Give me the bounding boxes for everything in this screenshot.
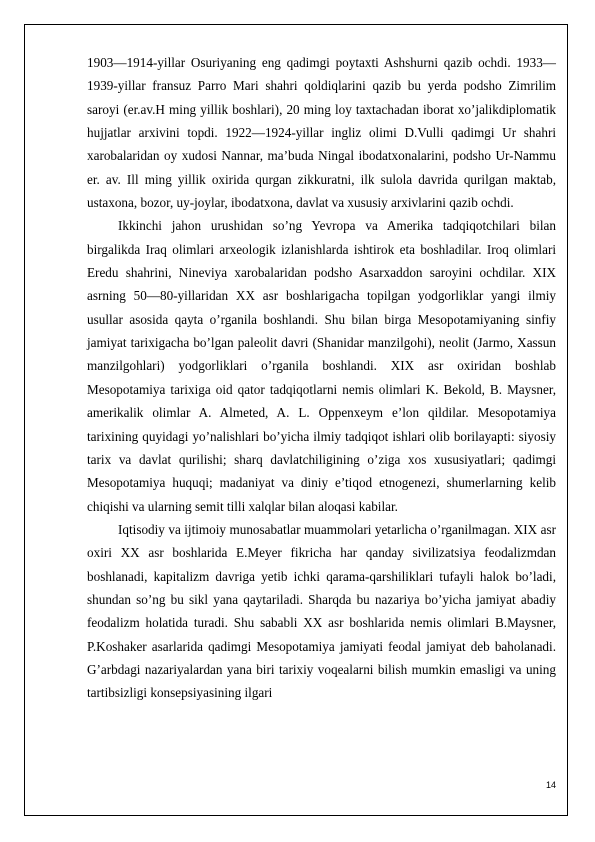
page-number: 14 [545, 780, 556, 790]
body-text [87, 51, 556, 705]
paragraph-economic-relations: Iqtisodiy va ijtimoiy munosabatlar muammolari yetarlicha o’rganilmagan. XIX asr oxiri XX asr boshlarida E.Meyer fikricha har qanday sivilizatsiya feodalizmdan boshlanadi, kapitalizm davriga yetib ichki qarama-qarshiliklari tufayli halok bo’ladi, shundan so’ng bu sikl yana qaytariladi. Sharqda bu nazariya bo’yicha jamiyat abadiy feodalizm holatida turadi. Shu sababli XX asr boshlarida nemis olimlari B.Maysner, P.Koshaker asarlarida qadimgi Mesopotamiya jamiyati feodal jamiyat deb baholanadi. G’arbdagi nazariyalardan yana biri tarixiy voqealarni bilish mumkin emasligi va uning tartibsizligi konsepsiyasining ilgari [87, 521, 556, 701]
paragraph-continuation: 1903—1914-yillar Osuriyaning eng qadimgi poytaxti Ashshurni qazib ochdi. 1933—1939-yillar fransuz Parro Mari shahri qoldiqlarini qazib bu yerda podsho Zimrilim saroyi (er.av.H ming yillik boshlari), 20 ming loy taxtachadan iborat xo’jalikdiplomatik hujjatlar arxivini topdi. 1922—1924-yillar ingliz olimi D.Vulli qadimgi Ur shahri xarobalaridan oy xudosi Nannar, ma’buda Ningal ibodatxonalarini, podsho Ur-Nammu er. av. Ill ming yillik oxirida qurgan zikkuratni, ilk sulola davrida qurilgan maktab, ustaxona, bozor, uy-joylar, ibodatxona, davlat va xususiy arxivlarini qazib ochdi. [87, 55, 556, 211]
paragraph-postwar-research: Ikkinchi jahon urushidan so’ng Yevropa va Amerika tadqiqotchilari bilan birgalikda Iraq olimlari arxeologik izlanishlarda ishtirok eta boshladilar. Iroq olimlari Eredu shahrini, Nineviya xarobalaridan podsho Asarxaddon saroyini ochdilar. XIX asrning 50—80-yillaridan XX asr boshlarigacha topilgan yodgorliklar yangi ilmiy usullar asosida qayta o’rganila boshlandi. Shu bilan birga Mesopotamiyaning sinfiy jamiyat tarixigacha bo’lgan paleolit davri (Shanidar manzilgohi), neolit (Jarmo, Xassun manzilgohlari) yodgorliklari o’rganila boshlandi. XIX asr oxiridan boshlab Mesopotamiya tarixiga oid qator tadqiqotlarni nemis olimlari K. Bekold, B. Maysner, amerikalik olimlar A. Almeted, A. L. Oppenxeym e’lon qildilar. Mesopotamiya tarixining quyidagi yo’nalishlari bo’yicha ilmiy tadqiqot ishlari olib borilayapti: siyosiy tarix va davlat qurilishi; sharq davlatchiligining o’ziga xos xususiyatlari; qadimgi Mesopotamiya huquqi; madaniyat va diniy e’tiqod etnogenezi, shumerlarning kelib chiqishi va ularning semit tilli xalqlar bilan aloqasi kabilar. [87, 218, 556, 514]
